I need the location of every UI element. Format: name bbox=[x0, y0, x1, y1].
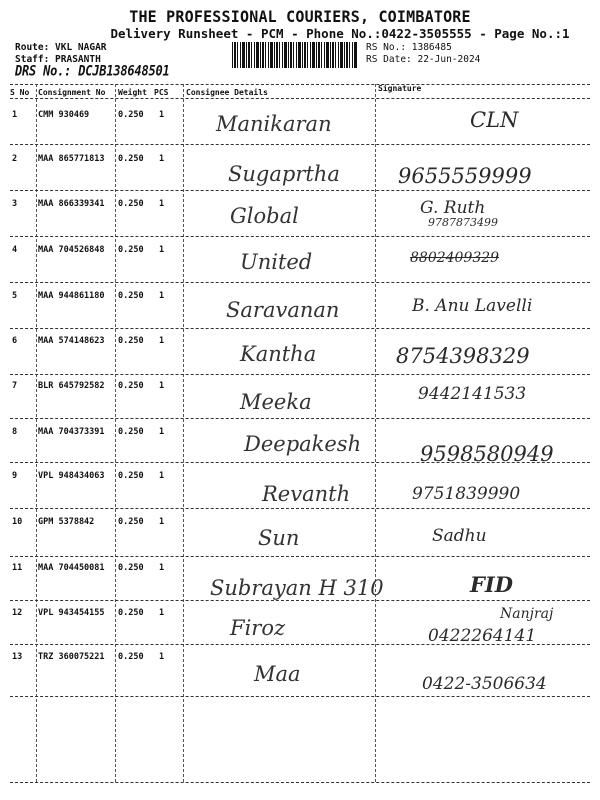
sno: 4 bbox=[12, 245, 18, 255]
pcs: 1 bbox=[159, 381, 165, 391]
col-header-sno: S No bbox=[10, 88, 30, 97]
pcs: 1 bbox=[159, 154, 165, 164]
signature: 9751839990 bbox=[412, 484, 521, 504]
col-header-weight: Weight bbox=[118, 88, 147, 97]
weight: 0.250 bbox=[118, 652, 144, 662]
consignment-no: VPL 943454155 bbox=[38, 608, 105, 618]
sno: 3 bbox=[12, 199, 18, 209]
sno: 2 bbox=[12, 154, 18, 164]
sno: 11 bbox=[12, 563, 23, 573]
consignee-name: Global bbox=[230, 204, 299, 228]
sno: 6 bbox=[12, 336, 18, 346]
row-divider bbox=[10, 418, 590, 419]
col-header-signature: Signature bbox=[378, 84, 422, 93]
weight: 0.250 bbox=[118, 608, 144, 618]
table-top-border bbox=[10, 84, 590, 85]
sno: 5 bbox=[12, 291, 18, 301]
pcs: 1 bbox=[159, 245, 165, 255]
signature: 9598580949 bbox=[420, 442, 554, 466]
row-divider bbox=[10, 374, 590, 375]
weight: 0.250 bbox=[118, 427, 144, 437]
consignee-name: Sugaprtha bbox=[228, 162, 340, 186]
signature-phone: 9787873499 bbox=[428, 216, 498, 229]
column-divider bbox=[375, 84, 376, 782]
row-divider bbox=[10, 190, 590, 191]
pcs: 1 bbox=[159, 652, 165, 662]
consignment-no: MAA 866339341 bbox=[38, 199, 105, 209]
sno: 10 bbox=[12, 517, 23, 527]
consignment-no: MAA 574148623 bbox=[38, 336, 105, 346]
signature: 9655559999 bbox=[398, 164, 532, 188]
weight: 0.250 bbox=[118, 154, 144, 164]
row-divider bbox=[10, 282, 590, 283]
row-divider bbox=[10, 644, 590, 645]
consignment-no: GPM 5378842 bbox=[38, 517, 95, 527]
row-divider bbox=[10, 600, 590, 601]
signature: B. Anu Lavelli bbox=[412, 296, 533, 316]
page-title: THE PROFESSIONAL COURIERS, COIMBATORE bbox=[129, 7, 471, 27]
weight: 0.250 bbox=[118, 336, 144, 346]
sno: 9 bbox=[12, 471, 18, 481]
consignee-name: Meeka bbox=[240, 390, 312, 414]
table-header-border bbox=[10, 98, 590, 99]
pcs: 1 bbox=[159, 471, 165, 481]
column-divider bbox=[36, 84, 37, 782]
rs-number: RS No.: 1386485 bbox=[366, 42, 452, 53]
consignee-name: United bbox=[240, 250, 313, 274]
pcs: 1 bbox=[159, 336, 165, 346]
weight: 0.250 bbox=[118, 517, 144, 527]
row-divider bbox=[10, 556, 590, 557]
pcs: 1 bbox=[159, 563, 165, 573]
consignment-no: TRZ 360075221 bbox=[38, 652, 105, 662]
sno: 12 bbox=[12, 608, 23, 618]
signature: Sadhu bbox=[432, 526, 487, 546]
consignee-name: Manikaran bbox=[216, 112, 332, 136]
consignee-name: Deepakesh bbox=[244, 432, 362, 456]
col-header-consignee: Consignee Details bbox=[186, 88, 268, 97]
weight: 0.250 bbox=[118, 291, 144, 301]
pcs: 1 bbox=[159, 291, 165, 301]
sno: 1 bbox=[12, 110, 18, 120]
sno: 13 bbox=[12, 652, 23, 662]
col-header-pcs: PCS bbox=[154, 88, 169, 97]
barcode-image bbox=[232, 42, 358, 68]
column-divider bbox=[115, 84, 116, 782]
weight: 0.250 bbox=[118, 245, 144, 255]
signature: 8754398329 bbox=[396, 344, 530, 368]
weight: 0.250 bbox=[118, 471, 144, 481]
signature: 9442141533 bbox=[418, 384, 527, 404]
consignment-no: MAA 704526848 bbox=[38, 245, 105, 255]
weight: 0.250 bbox=[118, 381, 144, 391]
col-header-consignment: Consignment No bbox=[38, 88, 106, 97]
consignee-name: Sun bbox=[258, 526, 300, 550]
consignment-no: MAA 704450081 bbox=[38, 563, 105, 573]
pcs: 1 bbox=[159, 110, 165, 120]
signature-phone: 0422264141 bbox=[428, 626, 537, 646]
pcs: 1 bbox=[159, 517, 165, 527]
row-divider bbox=[10, 236, 590, 237]
route-label: Route: VKL NAGAR bbox=[15, 42, 107, 53]
consignee-name: Revanth bbox=[262, 482, 351, 506]
sno: 7 bbox=[12, 381, 18, 391]
signature: CLN bbox=[470, 108, 519, 132]
rs-date: RS Date: 22-Jun-2024 bbox=[366, 54, 481, 65]
consignee-name: Subrayan H 310 bbox=[210, 576, 384, 600]
row-divider bbox=[10, 508, 590, 509]
consignment-no: MAA 944861180 bbox=[38, 291, 105, 301]
signature: Nanjraj bbox=[500, 606, 554, 622]
consignee-name: Maa bbox=[254, 662, 301, 686]
signature: 8802409329 bbox=[410, 250, 500, 266]
pcs: 1 bbox=[159, 608, 165, 618]
pcs: 1 bbox=[159, 199, 165, 209]
weight: 0.250 bbox=[118, 563, 144, 573]
runsheet-subtitle: Delivery Runsheet - PCM - Phone No.:0422-3505555 - Page No.:1 bbox=[110, 26, 570, 41]
consignee-name: Firoz bbox=[230, 616, 286, 640]
consignment-no: MAA 865771813 bbox=[38, 154, 105, 164]
consignment-no: MAA 704373391 bbox=[38, 427, 105, 437]
table-bottom-border bbox=[10, 782, 590, 783]
consignment-no: VPL 948434063 bbox=[38, 471, 105, 481]
sno: 8 bbox=[12, 427, 18, 437]
weight: 0.250 bbox=[118, 110, 144, 120]
column-divider bbox=[183, 84, 184, 782]
consignment-no: CMM 930469 bbox=[38, 110, 90, 120]
drs-number: DRS No.: DCJB138648501 bbox=[15, 62, 170, 80]
weight: 0.250 bbox=[118, 199, 144, 209]
row-divider bbox=[10, 328, 590, 329]
row-divider bbox=[10, 462, 590, 463]
consignee-name: Kantha bbox=[240, 342, 317, 366]
consignee-name: Saravanan bbox=[226, 298, 340, 322]
staff-label: Staff: PRASANTH bbox=[15, 54, 101, 65]
row-divider bbox=[10, 144, 590, 145]
consignment-no: BLR 645792582 bbox=[38, 381, 105, 391]
pcs: 1 bbox=[159, 427, 165, 437]
signature: 0422-3506634 bbox=[422, 674, 547, 694]
signature: G. Ruth bbox=[420, 198, 486, 218]
signature: FID bbox=[470, 572, 513, 597]
row-divider bbox=[10, 696, 590, 697]
